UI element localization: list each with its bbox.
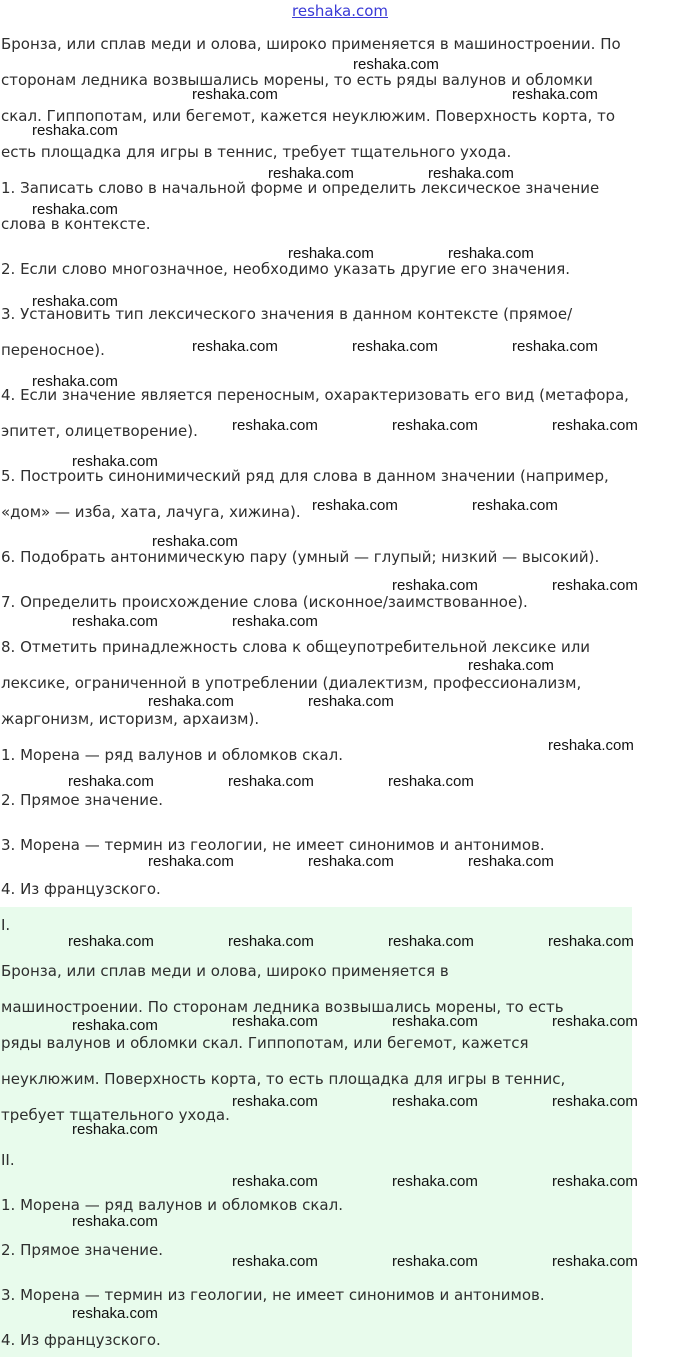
watermark-text: reshaka.com xyxy=(428,165,514,182)
answer-part1-label: I. xyxy=(1,916,11,934)
task-line: Бронза, или сплав меди и олова, широко применяется в машиностроении. По xyxy=(1,35,621,53)
watermark-text: reshaka.com xyxy=(232,1013,318,1030)
answer-line: 3. Морена — термин из геологии, не имеет синонимов и антонимов. xyxy=(1,1286,545,1304)
plan-line: лексике, ограниченной в употреблении (диалектизм, профессионализм, xyxy=(1,674,582,692)
plan-line: 7. Определить происхождение слова (исконное/заимствованное). xyxy=(1,593,528,611)
answer-line: 2. Прямое значение. xyxy=(1,1241,164,1259)
answer-line: 4. Из французского. xyxy=(1,1331,161,1349)
task-line: есть площадка для игры в теннис, требует тщательного ухода. xyxy=(1,143,512,161)
watermark-text: reshaka.com xyxy=(468,853,554,870)
watermark-text: reshaka.com xyxy=(392,417,478,434)
plan-line: слова в контексте. xyxy=(1,215,151,233)
watermark-text: reshaka.com xyxy=(388,773,474,790)
watermark-text: reshaka.com xyxy=(68,933,154,950)
answer-line: неуклюжим. Поверхность корта, то есть площадка для игры в теннис, xyxy=(1,1070,566,1088)
watermark-text: reshaka.com xyxy=(72,1121,158,1138)
watermark-text: reshaka.com xyxy=(552,1013,638,1030)
plan-line: 3. Установить тип лексического значения в данном контексте (прямое/ xyxy=(1,305,573,323)
watermark-text: reshaka.com xyxy=(512,338,598,355)
watermark-text: reshaka.com xyxy=(552,1253,638,1270)
answer-line: требует тщательного ухода. xyxy=(1,1106,230,1124)
watermark-text: reshaka.com xyxy=(392,1253,478,1270)
watermark-text: reshaka.com xyxy=(68,773,154,790)
watermark-text: reshaka.com xyxy=(308,693,394,710)
watermark-text: reshaka.com xyxy=(32,373,118,390)
watermark-text: reshaka.com xyxy=(552,417,638,434)
plan-line: 8. Отметить принадлежность слова к общеупотребительной лексике или xyxy=(1,638,591,656)
watermark-text: reshaka.com xyxy=(232,1253,318,1270)
watermark-text: reshaka.com xyxy=(552,1093,638,1110)
analysis-line: 3. Морена — термин из геологии, не имеет синонимов и антонимов. xyxy=(1,836,545,854)
watermark-text: reshaka.com xyxy=(268,165,354,182)
watermark-text: reshaka.com xyxy=(392,1013,478,1030)
watermark-text: reshaka.com xyxy=(192,338,278,355)
plan-line: жаргонизм, историзм, архаизм). xyxy=(1,710,260,728)
watermark-text: reshaka.com xyxy=(232,613,318,630)
plan-line: 5. Построить синонимический ряд для слова в данном значении (например, xyxy=(1,467,609,485)
plan-line: переносное). xyxy=(1,341,105,359)
watermark-text: reshaka.com xyxy=(232,1173,318,1190)
watermark-text: reshaka.com xyxy=(512,86,598,103)
watermark-text: reshaka.com xyxy=(32,122,118,139)
answer-line: машиностроении. По сторонам ледника возвышались морены, то есть xyxy=(1,998,564,1016)
watermark-text: reshaka.com xyxy=(228,933,314,950)
watermark-text: reshaka.com xyxy=(72,1213,158,1230)
plan-line: эпитет, олицетворение). xyxy=(1,422,198,440)
watermark-text: reshaka.com xyxy=(72,1017,158,1034)
watermark-text: reshaka.com xyxy=(232,417,318,434)
watermark-text: reshaka.com xyxy=(548,737,634,754)
watermark-text: reshaka.com xyxy=(552,1173,638,1190)
watermark-text: reshaka.com xyxy=(72,1305,158,1322)
watermark-text: reshaka.com xyxy=(392,1093,478,1110)
watermark-text: reshaka.com xyxy=(388,933,474,950)
task-line: сторонам ледника возвышались морены, то есть ряды валунов и обломки xyxy=(1,71,593,89)
analysis-line: 1. Морена — ряд валунов и обломков скал. xyxy=(1,746,343,764)
answer-part2-label: II. xyxy=(1,1151,15,1169)
watermark-text: reshaka.com xyxy=(468,657,554,674)
watermark-text: reshaka.com xyxy=(472,497,558,514)
watermark-text: reshaka.com xyxy=(72,453,158,470)
answer-line: 1. Морена — ряд валунов и обломков скал. xyxy=(1,1196,343,1214)
plan-line: «дом» — изба, хата, лачуга, хижина). xyxy=(1,503,301,521)
watermark-text: reshaka.com xyxy=(392,1173,478,1190)
plan-line: 6. Подобрать антонимическую пару (умный — глупый; низкий — высокий). xyxy=(1,548,600,566)
watermark-text: reshaka.com xyxy=(228,773,314,790)
analysis-line: 4. Из французского. xyxy=(1,880,161,898)
watermark-text: reshaka.com xyxy=(32,201,118,218)
watermark-text: reshaka.com xyxy=(72,613,158,630)
watermark-text: reshaka.com xyxy=(312,497,398,514)
watermark-text: reshaka.com xyxy=(392,577,478,594)
watermark-text: reshaka.com xyxy=(552,577,638,594)
answer-line: ряды валунов и обломки скал. Гиппопотам, или бегемот, кажется xyxy=(1,1034,529,1052)
analysis-line: 2. Прямое значение. xyxy=(1,791,164,809)
watermark-text: reshaka.com xyxy=(288,245,374,262)
watermark-text: reshaka.com xyxy=(152,533,238,550)
watermark-text: reshaka.com xyxy=(353,56,439,73)
header-site-link[interactable]: reshaka.com xyxy=(292,2,388,20)
watermark-text: reshaka.com xyxy=(192,86,278,103)
task-line: скал. Гиппопотам, или бегемот, кажется неуклюжим. Поверхность корта, то xyxy=(1,107,615,125)
watermark-text: reshaka.com xyxy=(308,853,394,870)
watermark-text: reshaka.com xyxy=(148,853,234,870)
watermark-text: reshaka.com xyxy=(32,293,118,310)
watermark-text: reshaka.com xyxy=(352,338,438,355)
watermark-text: reshaka.com xyxy=(148,693,234,710)
watermark-text: reshaka.com xyxy=(232,1093,318,1110)
plan-line: 2. Если слово многозначное, необходимо указать другие его значения. xyxy=(1,260,571,278)
watermark-text: reshaka.com xyxy=(548,933,634,950)
plan-line: 1. Записать слово в начальной форме и определить лексическое значение xyxy=(1,179,600,197)
watermark-text: reshaka.com xyxy=(448,245,534,262)
answer-line: Бронза, или сплав меди и олова, широко применяется в xyxy=(1,962,449,980)
plan-line: 4. Если значение является переносным, охарактеризовать его вид (метафора, xyxy=(1,386,629,404)
